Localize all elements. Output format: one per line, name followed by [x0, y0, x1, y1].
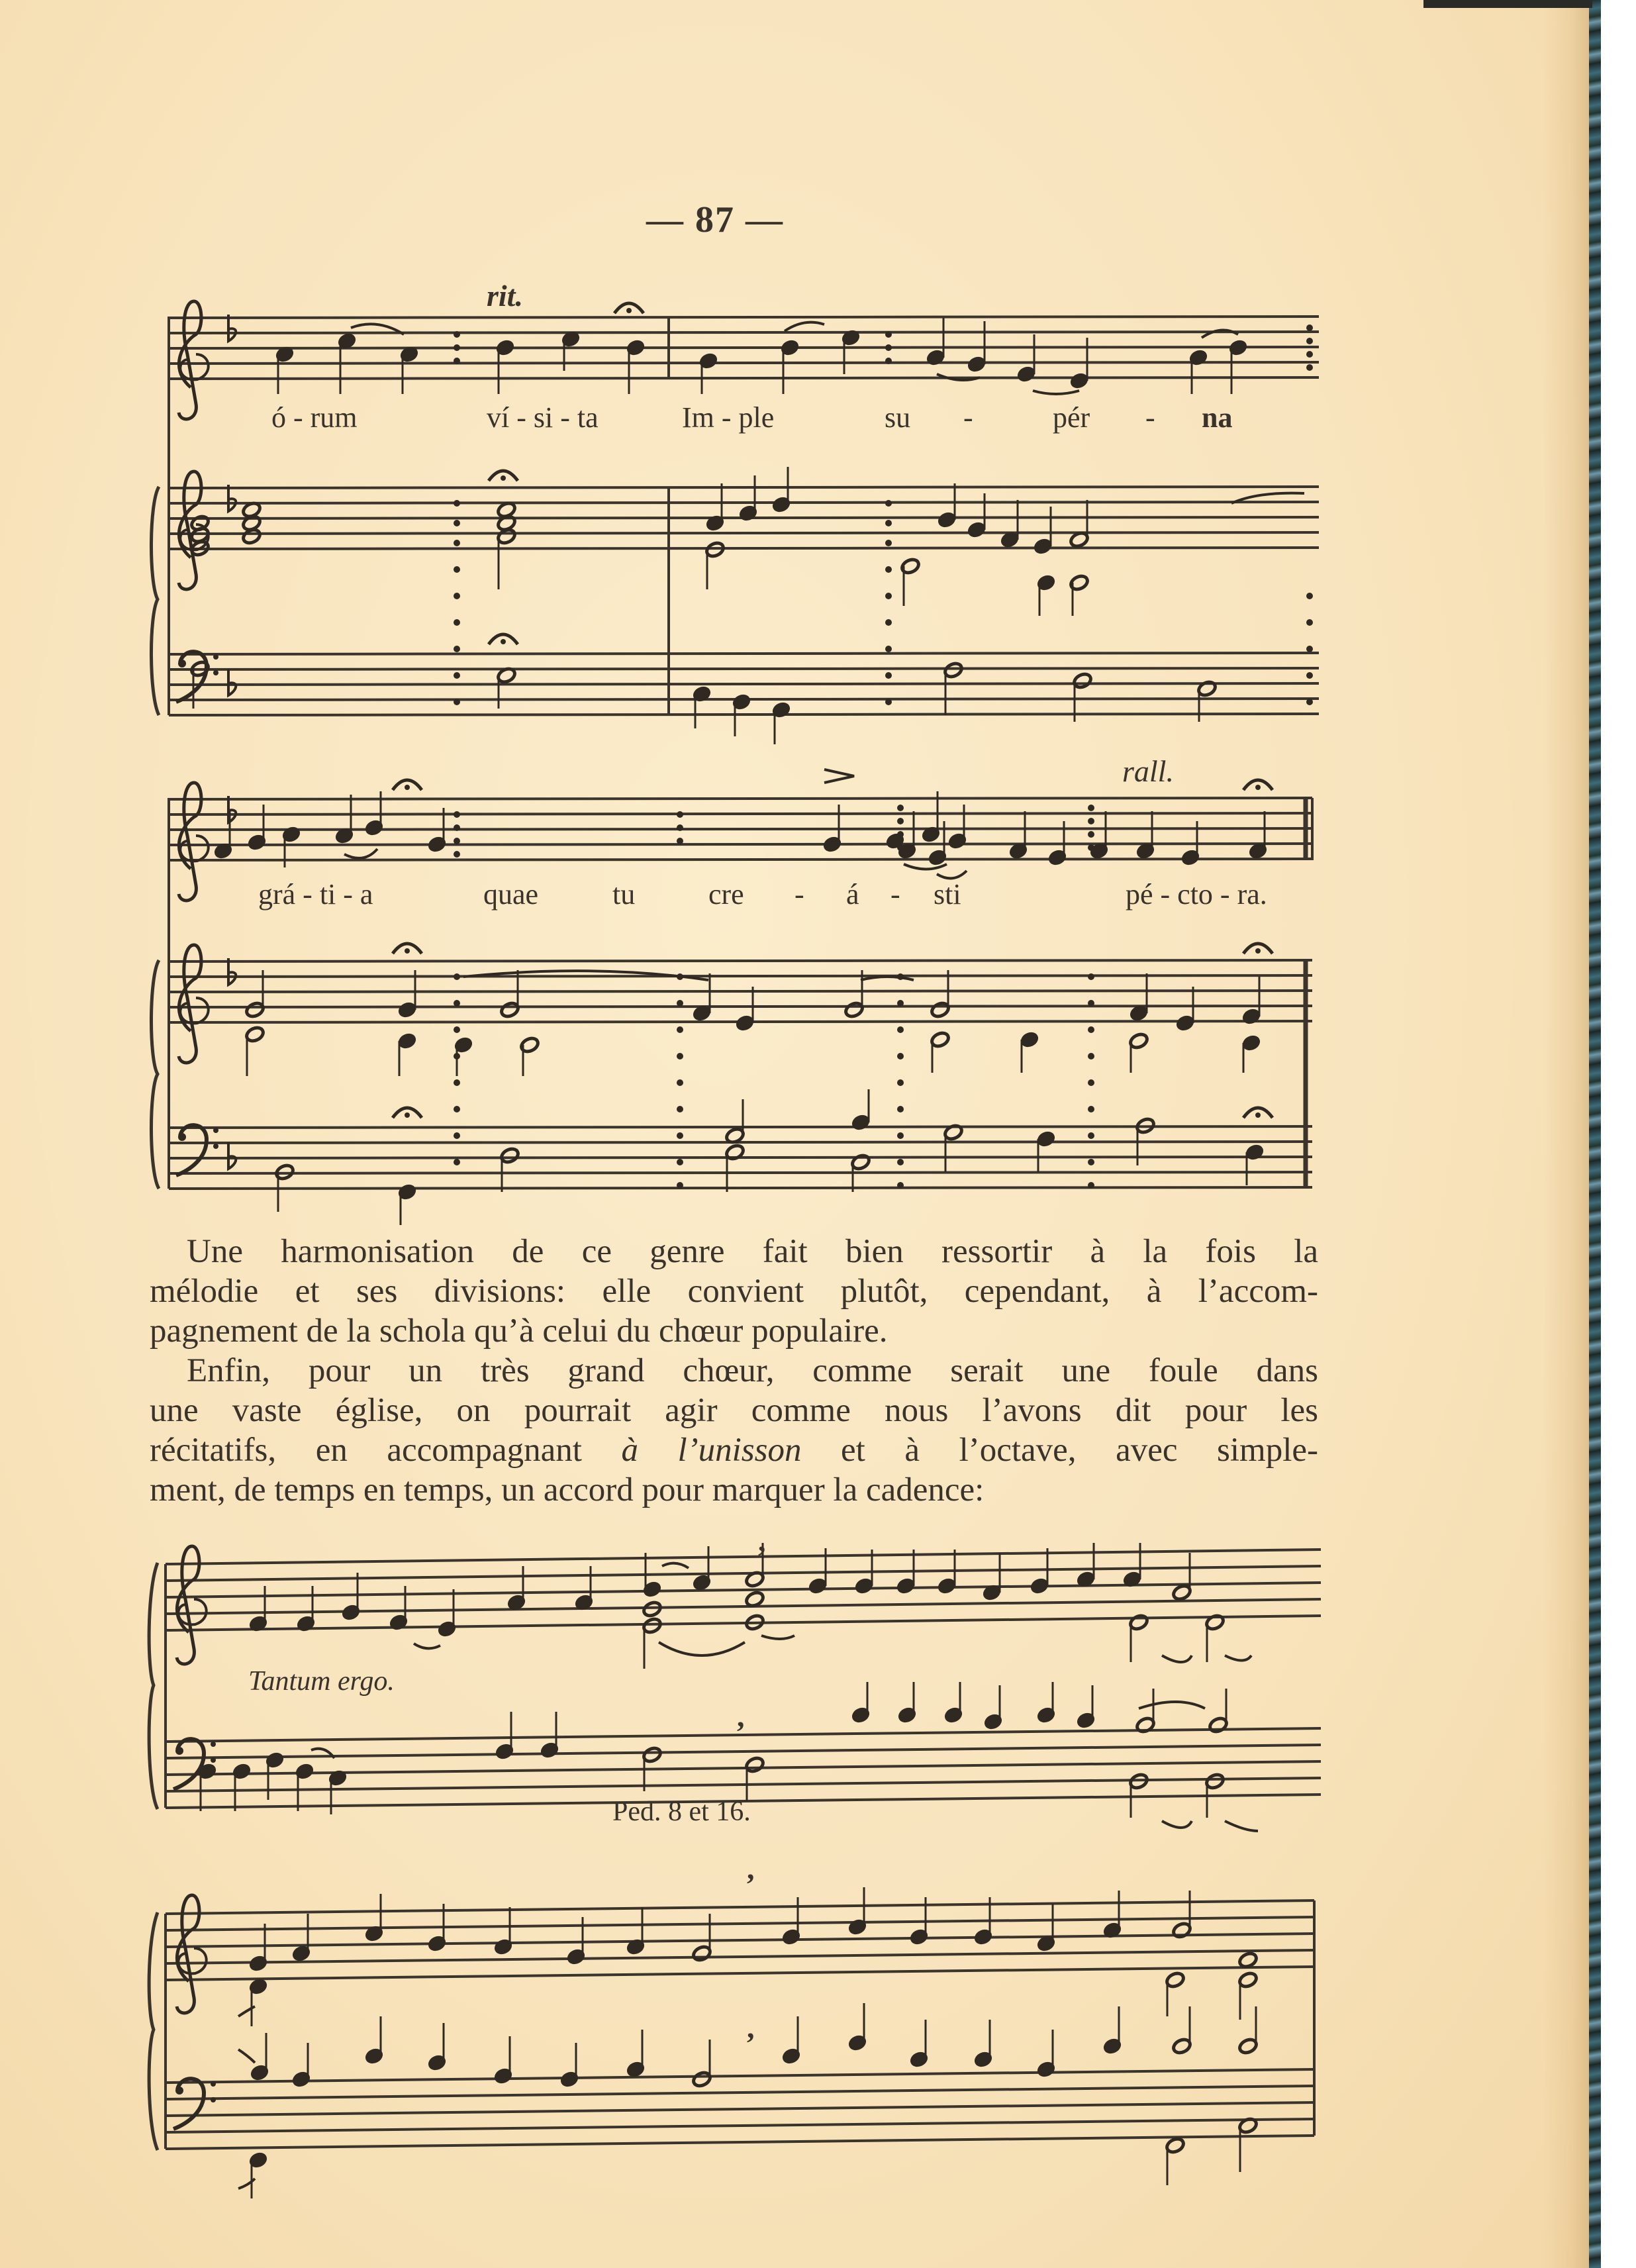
lyric: sti: [934, 878, 961, 911]
clefs: [173, 301, 236, 2129]
text-line: ment, de temps en temps, un accord pour marquer la cadence:: [150, 1471, 985, 1508]
direction-rall: rall.: [1122, 754, 1174, 788]
breath-mark: ,: [747, 1851, 755, 1885]
text-segment: récitatifs, en accompagnant: [150, 1432, 582, 1469]
body-text: [150, 1232, 1318, 1510]
lyric: -: [794, 878, 804, 911]
lyric: -: [963, 401, 973, 434]
lyric: na: [1202, 401, 1233, 434]
direction-rit: rit.: [487, 279, 523, 313]
paragraph-2: [150, 1351, 1318, 1510]
breath-mark: ,: [758, 1524, 766, 1557]
lyric: Im - ple: [682, 401, 775, 434]
text-line: pagnement de la schola qu’à celui du chœur populaire.: [150, 1312, 888, 1350]
text-line: Enfin, pour un très grand chœur, comme serait une foule dans: [187, 1352, 1318, 1389]
lyric: -: [1145, 401, 1155, 434]
text-line: mélodie et ses divisions: elle convient plutôt, cependant, à l’accom-: [150, 1273, 1318, 1310]
breath-mark: ,: [737, 1699, 745, 1733]
lyric: tu: [612, 878, 636, 911]
system1-melody-notes: [275, 318, 1247, 394]
lyric: su: [885, 401, 911, 434]
system1-organ-treble-staff: [169, 487, 1319, 715]
text-line-with-emphasis: [150, 1430, 1318, 1470]
pedal-indication: Ped. 8 et 16.: [612, 1797, 751, 1827]
lyric: -: [890, 878, 900, 911]
system4-treble-staff: [166, 1900, 1314, 2149]
lyric: grá - ti - a: [258, 878, 373, 911]
page-number: — 87 —: [646, 199, 784, 240]
lyric: cre: [708, 878, 744, 911]
paragraph-1: [150, 1232, 1318, 1351]
system4-bass-staff: [166, 2069, 1314, 2149]
system1-organ-notes: [189, 467, 1217, 744]
accent-mark: [824, 769, 854, 783]
tantum-ergo-caption: Tantum ergo.: [248, 1666, 395, 1697]
breath-mark: ,: [747, 2010, 755, 2044]
emphasis-unisson: à l’unisson: [621, 1432, 802, 1469]
lyric: ó - rum: [271, 401, 358, 434]
text-line: Une harmonisation de ce genre fait bien ressortir à la fois la: [187, 1233, 1318, 1270]
lyric: á: [846, 878, 859, 911]
lyric: pér: [1053, 401, 1090, 434]
text-line: une vaste église, on pourrait agir comme nous l’avons dit pour les: [150, 1392, 1318, 1429]
lyric: ví - si - ta: [487, 401, 599, 434]
lyric: pé - cto - ra.: [1126, 878, 1267, 911]
lyric: quae: [483, 878, 539, 911]
text-segment: et à l’octave, avec simple-: [841, 1432, 1319, 1469]
dotted-barlines: [454, 324, 1313, 1189]
